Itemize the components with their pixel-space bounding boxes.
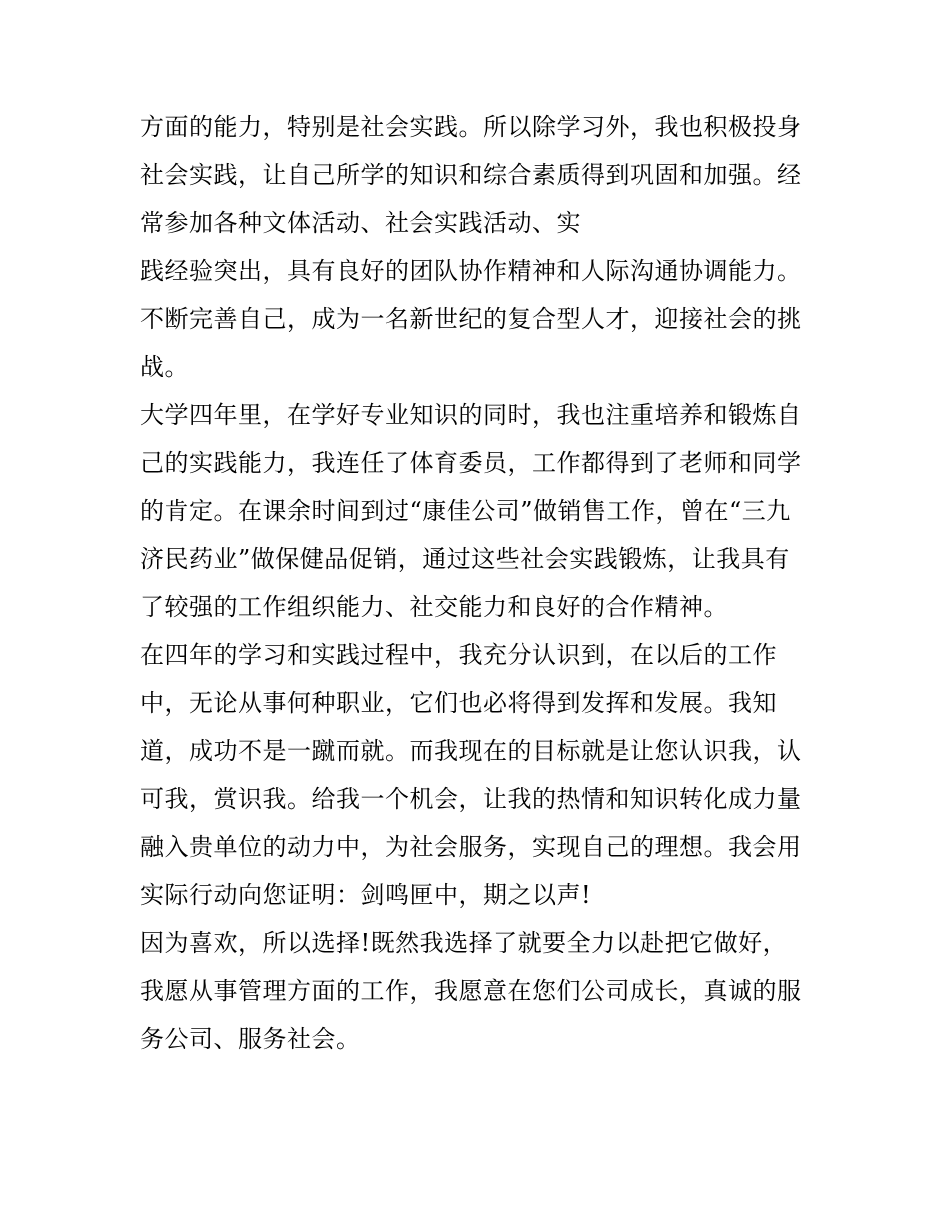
text-line: 我愿从事管理方面的工作，我愿意在您们公司成长，真诚的服 [140,977,802,1005]
text-line: 可我，赏识我。给我一个机会，让我的热情和知识转化成力量 [140,785,802,813]
text-line: 大学四年里，在学好专业知识的同时，我也注重培养和锻炼自 [140,401,802,429]
text-line: 社会实践，让自己所学的知识和综合素质得到巩固和加强。经 [140,161,802,189]
text-line: 道，成功不是一蹴而就。而我现在的目标就是让您认识我，认 [140,737,802,765]
text-line: 践经验突出，具有良好的团队协作精神和人际沟通协调能力。 [140,257,802,285]
text-line: 的肯定。在课余时间到过“康佳公司”做销售工作，曾在“三九 [140,497,791,525]
text-line: 战。 [140,353,189,381]
text-line: 在四年的学习和实践过程中，我充分认识到，在以后的工作 [140,641,777,669]
text-line: 己的实践能力，我连任了体育委员，工作都得到了老师和同学 [140,449,802,477]
text-line: 融入贵单位的动力中，为社会服务，实现自己的理想。我会用 [140,833,802,861]
text-line: 实际行动向您证明：剑鸣匣中，期之以声! [140,881,592,909]
text-line: 务公司、服务社会。 [140,1025,361,1053]
text-line: 方面的能力，特别是社会实践。所以除学习外，我也积极投身 [140,113,802,141]
document-body [140,103,830,1063]
text-line: 济民药业”做保健品促销，通过这些社会实践锻炼，让我具有 [140,545,790,573]
text-line: 常参加各种文体活动、社会实践活动、实 [140,209,581,237]
text-line: 中，无论从事何种职业，它们也必将得到发挥和发展。我知 [140,689,777,717]
text-line: 因为喜欢，所以选择!既然我选择了就要全力以赴把它做好， [140,929,788,957]
text-line: 不断完善自己，成为一名新世纪的复合型人才，迎接社会的挑 [140,305,802,333]
text-line: 了较强的工作组织能力、社交能力和良好的合作精神。 [140,593,728,621]
